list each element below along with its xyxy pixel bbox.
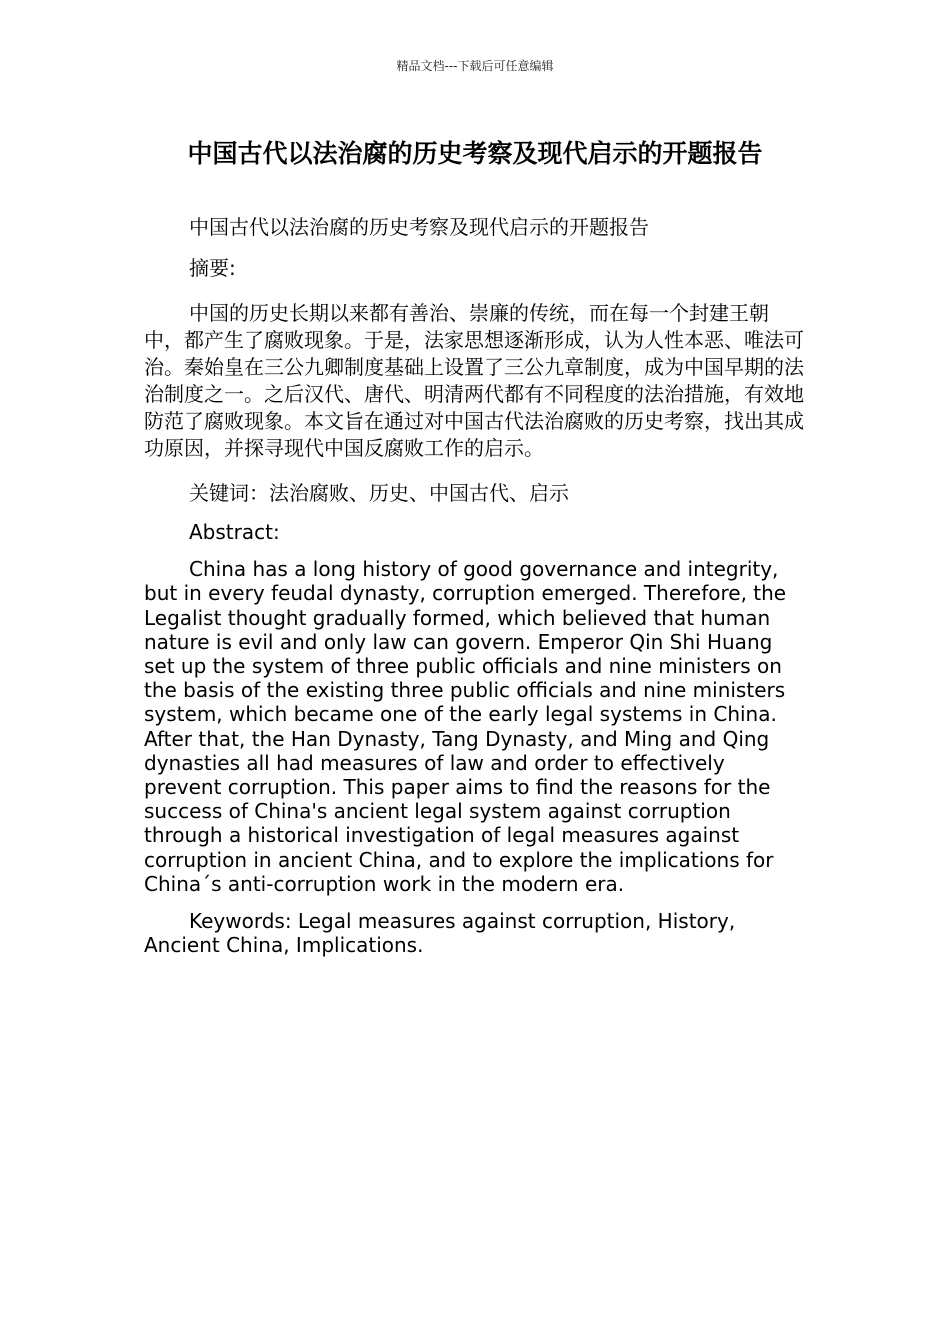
keywords-en: Keywords: Legal measures against corruption, History, Ancient China, Implications. xyxy=(144,909,736,958)
document-title: 中国古代以法治腐的历史考察及现代启示的开题报告 xyxy=(187,139,763,168)
page-header-watermark: 精品文档---下载后可任意编辑 xyxy=(396,59,554,73)
abstract-paragraph-en: China has a long history of good governance and integrity, but in every feudal dynasty, corruption emerged. Therefore, the Legalist thought gradually formed, which believed that human nature is evil and only law can govern. Emperor Qin Shi Huang set up the system of three public officials and nine ministers on the basis of the existing three public officials and nine ministers system, which became one of the early legal systems in China. After that, the Han Dynasty, Tang Dynasty, and Ming and Qing dynasties all had measures of law and order to effectively prevent corruption. This paper aims to find the reasons for the success of China's ancient legal system against corruption through a historical investigation of legal measures against corruption in ancient China, and to explore the implications for China´s anti-corruption work in the modern era. xyxy=(144,557,787,896)
abstract-heading-en: Abstract: xyxy=(189,520,280,544)
abstract-paragraph-zh: 中国的历史长期以来都有善治、崇廉的传统，而在每一个封建王朝中，都产生了腐败现象。于是，法家思想逐渐形成，认为人性本恶、唯法可治。秦始皇在三公九卿制度基础上设置了三公九章制度，成为中国早期的法治制度之一。之后汉代、唐代、明清两代都有不同程度的法治措施，有效地防范了腐败现象。本文旨在通过对中国古代法治腐败的历史考察，找出其成功原因，并探寻现代中国反腐败工作的启示。 xyxy=(144,301,804,460)
abstract-heading-zh: 摘要: xyxy=(189,256,236,280)
keywords-zh: 关键词：法治腐败、历史、中国古代、启示 xyxy=(189,481,569,505)
subtitle-line: 中国古代以法治腐的历史考察及现代启示的开题报告 xyxy=(189,215,649,239)
document-body xyxy=(144,214,806,957)
